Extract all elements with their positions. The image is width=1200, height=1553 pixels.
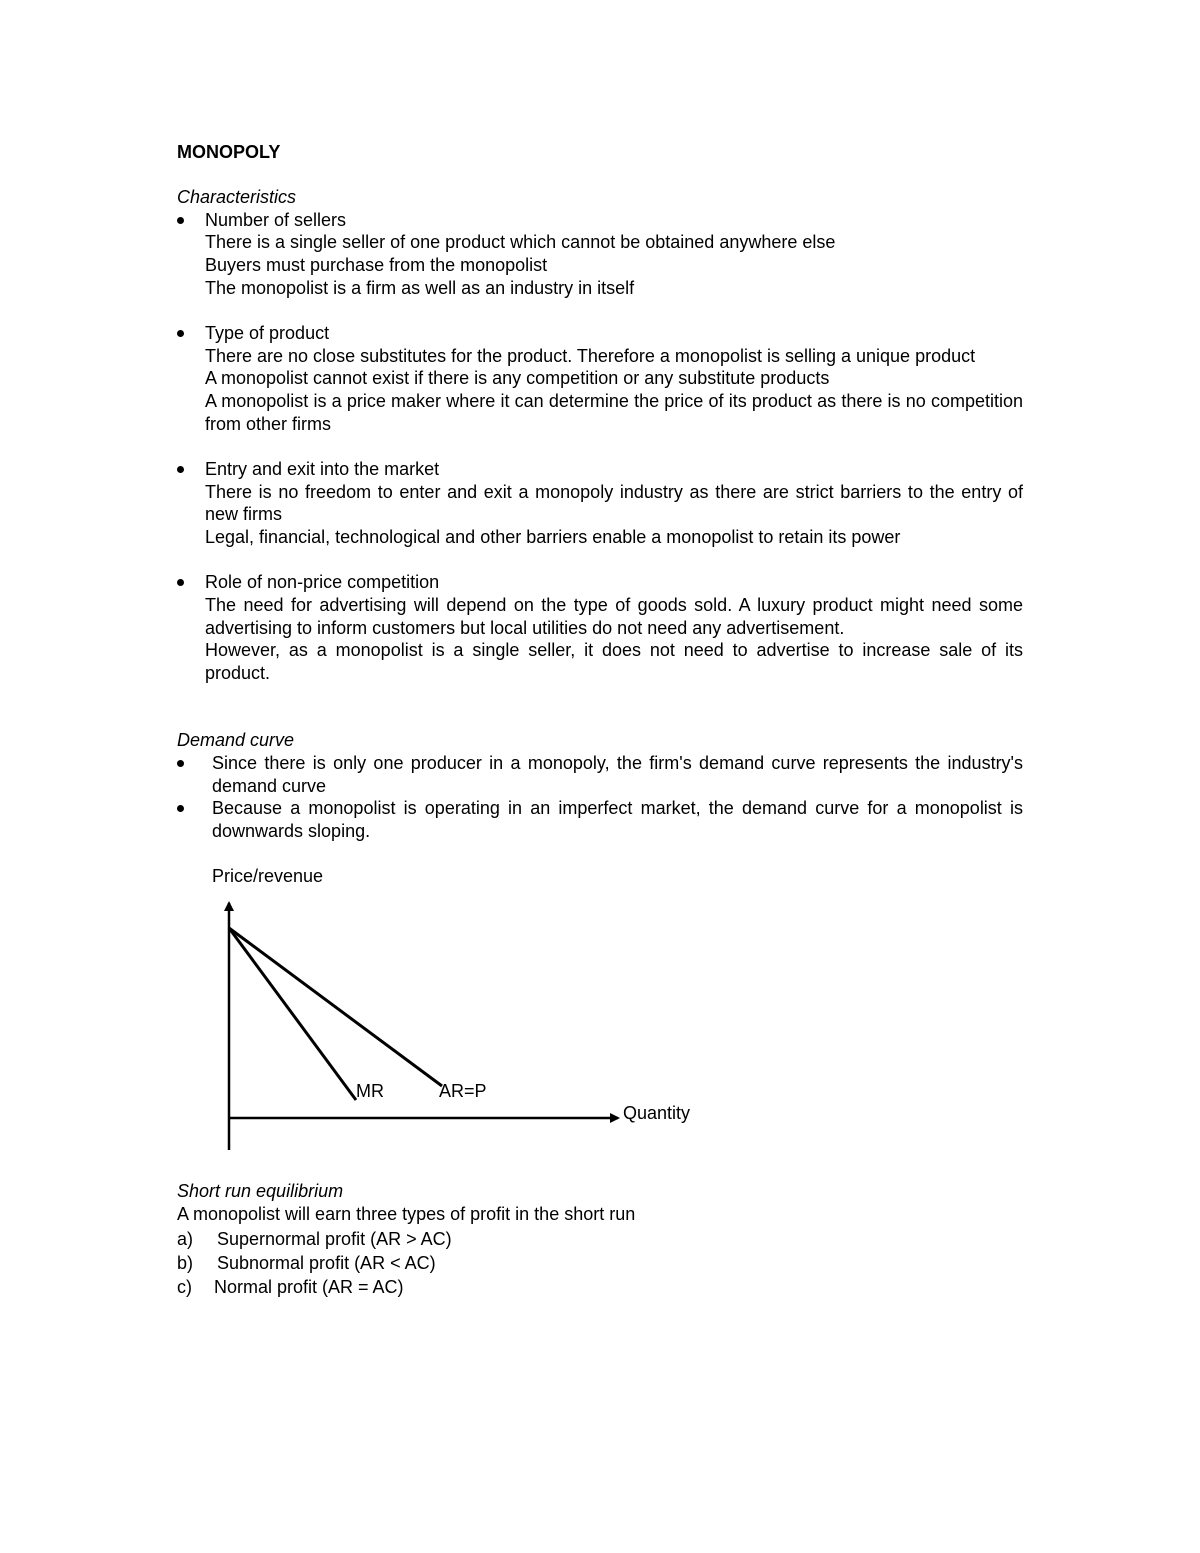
demand-curve-text: Because a monopolist is operating in an imperfect market, the demand curve for a monopolist is downwards sloping. [212, 798, 1023, 842]
short-run-heading: Short run equilibrium [177, 1180, 344, 1201]
characteristic-line: A monopolist is a price maker where it can determine the price of its product as there is no competition from other firms [205, 391, 1023, 434]
characteristics-list [177, 209, 1023, 685]
characteristic-title: Role of non-price competition [205, 571, 440, 592]
characteristic-item [177, 571, 1023, 685]
characteristic-title: Entry and exit into the market [205, 458, 440, 479]
profit-type-text: Supernormal profit (AR > AC) [217, 1228, 452, 1249]
demand-curve-heading: Demand curve [177, 729, 295, 750]
profit-type-item [177, 1228, 1023, 1252]
ar-curve [229, 928, 442, 1086]
ar-curve-label: AR=P [439, 1080, 487, 1101]
characteristics-heading: Characteristics [177, 186, 297, 207]
characteristic-line: A monopolist cannot exist if there is any competition or any substitute products [205, 368, 830, 389]
characteristic-title: Number of sellers [205, 209, 347, 230]
list-marker: b) [177, 1252, 194, 1273]
characteristic-item [177, 209, 1023, 322]
bullet-icon [177, 579, 184, 586]
mr-curve-label: MR [356, 1080, 384, 1101]
characteristic-line: Buyers must purchase from the monopolist [205, 255, 548, 276]
x-axis-label: Quantity [623, 1102, 691, 1123]
short-run-section [177, 1180, 1023, 1300]
bullet-icon [177, 760, 184, 767]
demand-curve-item [177, 752, 1023, 798]
demand-curve-list [177, 752, 1023, 843]
characteristic-line: The monopolist is a firm as well as an industry in itself [205, 277, 635, 298]
demand-curve-item [177, 797, 1023, 843]
characteristic-line: Legal, financial, technological and other barriers enable a monopolist to retain its power [205, 527, 901, 548]
profit-types-list [177, 1228, 1023, 1300]
bullet-icon [177, 466, 184, 473]
characteristic-item [177, 322, 1023, 458]
short-run-intro: A monopolist will earn three types of profit in the short run [177, 1203, 636, 1224]
bullet-icon [177, 217, 184, 224]
characteristic-line: The need for advertising will depend on the type of goods sold. A luxury product might need some advertising to inform customers but local utilities do not need any advertisement. [205, 594, 1023, 638]
demand-curve-diagram [177, 865, 737, 1150]
mr-curve [229, 928, 356, 1100]
bullet-icon [177, 805, 184, 812]
page-title: MONOPOLY [177, 142, 281, 162]
characteristic-title: Type of product [205, 322, 330, 343]
y-axis-label: Price/revenue [212, 865, 324, 886]
list-marker: c) [177, 1276, 192, 1297]
profit-type-text: Subnormal profit (AR < AC) [217, 1252, 436, 1273]
profit-type-item [177, 1252, 1023, 1276]
characteristic-line: There is no freedom to enter and exit a monopoly industry as there are strict barriers to the entry of new firms [205, 481, 1023, 525]
document-page [177, 141, 1023, 1300]
list-marker: a) [177, 1228, 194, 1249]
characteristic-line: However, as a monopolist is a single seller, it does not need to advertise to increase sale of its product. [205, 640, 1023, 684]
profit-type-item [177, 1276, 1023, 1300]
characteristic-item [177, 458, 1023, 571]
characteristic-line: There is a single seller of one product which cannot be obtained anywhere else [205, 232, 836, 253]
profit-type-text: Normal profit (AR = AC) [214, 1276, 404, 1297]
characteristic-line: There are no close substitutes for the product. Therefore a monopolist is selling a unique product [205, 345, 976, 366]
demand-curve-text: Since there is only one producer in a monopoly, the firm's demand curve represents the industry's demand curve [212, 752, 1023, 796]
bullet-icon [177, 330, 184, 337]
